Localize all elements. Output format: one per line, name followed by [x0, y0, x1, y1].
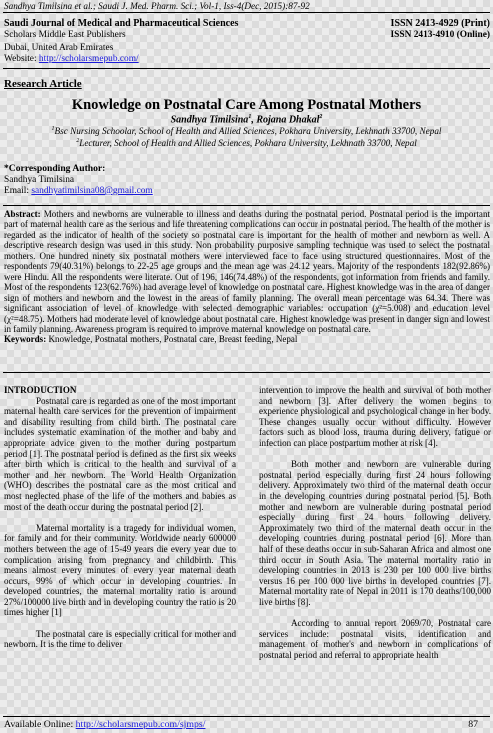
website-label: Website: [4, 54, 39, 64]
affiliation-2-text: Lecturer, School of Health and Allied Sciences, Pokhara University, Lekhnath 33700, Nepal [79, 138, 417, 149]
authors [0, 114, 493, 125]
publisher-place: Dubai, United Arab Emirates [4, 43, 114, 53]
footer-label: Available Online: [4, 719, 76, 730]
abstract-bottom-rule [3, 372, 490, 373]
journal-name: Saudi Journal of Medical and Pharmaceutical Sciences [4, 18, 239, 29]
footer-link[interactable]: http://scholarsmepub.com/sjmps/ [75, 719, 206, 730]
abstract-top-rule [3, 205, 490, 206]
website-link[interactable]: http://scholarsmepub.com/ [38, 54, 139, 64]
issn-print: ISSN 2413-4929 (Print) [390, 18, 490, 29]
right-paragraph-3: According to annual report 2069/70, Postnatal care services include: postnatal visits, identification and management of mother's and newborn in complications of postnatal period and referral to appropriate health [259, 618, 491, 660]
email-label: Email: [4, 186, 32, 196]
keywords-text: Knowledge, Postnatal mothers, Postnatal care, Breast feeding, Nepal [46, 334, 298, 345]
header-bottom-rule [3, 68, 490, 69]
left-paragraph-3: The postnatal care is especially critical for mother and newborn. It is the time to deliver [4, 628, 236, 650]
article-title: Knowledge on Postnatal Care Among Postnatal Mothers [71, 97, 422, 113]
left-paragraph-1: Postnatal care is regarded as one of the most important maternal health care services for the prevention of impairment and disability resulting from child birth. The postnatal care includes systematic examination of the mother and baby and appropriate advice given to the mother during postpartum period [1]. The postnatal period is defined as the first six weeks after birth which is critical to the health and survival of a mother and her newborn. The World Health Organization (WHO) describes the postnatal care as the most critical and most neglected phase of the life of the mothers and babies as most of the death occur during the postnatal period [2]. [4, 395, 236, 512]
corresponding-name: Sandhya Timilsina [4, 175, 75, 185]
left-column [4, 385, 236, 660]
running-head: Sandhya Timilsina et al.; Saudi J. Med. Pharm. Sci.; Vol-1, Iss-4(Dec, 2015):87-92 [4, 1, 310, 11]
journal-line [4, 18, 490, 29]
abstract [4, 209, 490, 345]
affiliation-1-text: Bsc Nursing Schoolar, School of Health and Allied Sciences, Pokhara University, Lekhnath 33700, Nepal [54, 126, 442, 137]
page-number: 87 [468, 719, 478, 730]
abstract-label: Abstract: [4, 209, 41, 219]
intro-heading: INTRODUCTION [4, 385, 77, 395]
right-paragraph-1: intervention to improve the health and survival of both mother and newborn [3]. After delivery the women begins to experience physiological and psychological change in her body. These changes usually occur without difficulty. However factors such as blood loss, trauma during delivery, fatigue or infection can place postpartum mother at risk [4]. [259, 385, 491, 448]
affiliation-1-sup: 1 [51, 126, 55, 132]
affiliation-1 [0, 126, 493, 136]
email-link[interactable]: sandhyatimilsina08@gmail.com [31, 186, 153, 196]
footer [4, 719, 490, 730]
author-2-sup: 2 [319, 114, 323, 120]
email-line [4, 186, 153, 196]
right-paragraph-2: Both mother and newborn are vulnerable during postnatal period especially during first 24 hours following delivery. Approximately two third of the maternal death occur in the developing countries during postnatal period [5]. Both mother and newborn are vulnerable during postnatal period especially during first 24 hours following delivery. Approximately two third of the maternal death occur in the developing countries during postnatal period [6]. More than half of these deaths occur in sub-Saharan Africa and almost one third occur in South Asia. The maternal mortality ratio in developing countries in 2013 is 230 per 100 000 live births versus 16 per 100 000 live births in developed countries [7]. Maternal mortality rate of Nepal in 2011 is 170 deaths/100,000 live births [8]. [259, 459, 491, 607]
header-rule [3, 12, 490, 13]
issn-online: ISSN 2413-4910 (Online) [390, 30, 490, 40]
author-1-sup: 1 [248, 114, 252, 120]
abstract-text: Mothers and newborns are vulnerable to illness and deaths during the postnatal period. Postnatal period is the important part of maternal health care as the serious and life threatening complications can occur in postnatal period. The health of the mother is regarded as the indicator of health of the society so postnatal care is important for the health of mother and newborn as well. A descriptive research design was used in this study. Non probability purposive sampling technique was used to select the postnatal mothers. One hundred ninety six postnatal mothers were interviewed face to face using structured questionnaires. Most of the respondents 79(40.31%) belongs to 22-25 age groups and the mean age was 24.12 years. Majority of the respondents 182(92.86%) were Hindu. All the respondents were literate. Out of 196, 146(74.48%) of the respondents, got information from friends and family. Most of the respondents 123(62.76%) had average level of knowledge on postnatal care. Highest knowledge was in the area of danger sign of mothers and newborn and the lowest in the areas of family planning. The overall mean percentage was 64.34. There was significant association of level of knowledge with selected demographic variables: occupation (χ²=5.008) and education level (χ²=48.75). Mothers had moderate level of knowledge about postnatal care. Highest knowledge was present in danger sign and lowest in family planning. Awareness program is required to improve maternal knowledge on postnatal care. [4, 209, 490, 334]
author-2: , Rojana Dhakal [251, 114, 320, 126]
footer-rule [3, 716, 490, 717]
affiliation-2-sup: 2 [76, 138, 80, 144]
right-column [259, 385, 491, 671]
keywords-label: Keywords: [4, 334, 47, 345]
article-type: Research Article [4, 78, 82, 90]
website-line [4, 54, 139, 64]
author-1: Sandhya Timilsina [170, 114, 249, 126]
publisher-line [4, 30, 490, 40]
publisher-name: Scholars Middle East Publishers [4, 30, 126, 40]
corresponding-heading: *Corresponding Author: [4, 163, 106, 174]
affiliation-2 [0, 138, 493, 148]
left-paragraph-2: Maternal mortality is a tragedy for individual women, for family and for their community. Worldwide nearly 600000 mothers between the age of 15-49 years die every year due to complication arising from pregnancy and childbirth. This means almost every minutes of every year maternal death occurs, 99% of which occur in developing countries. In developed countries, the maternal mortality ratio is around 27%/100000 live birth and in developing country the ratio is 20 times higher [1] [4, 522, 236, 618]
